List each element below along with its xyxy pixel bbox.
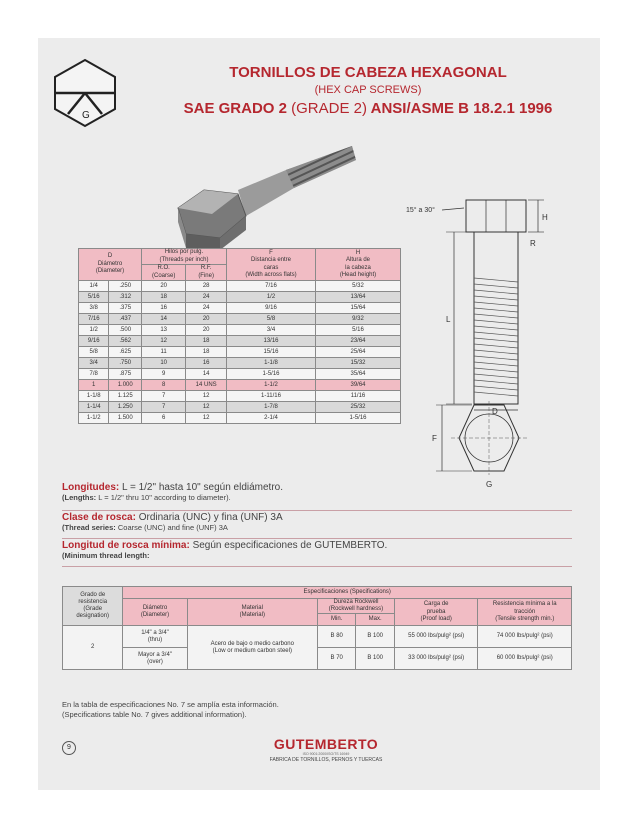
col-grade-header: Grado de resistencia (Grade designation) [63, 587, 123, 626]
table-cell: 10 [142, 358, 186, 369]
table-row [79, 369, 401, 380]
table-cell: 13 [142, 325, 186, 336]
col-max-header: Max. [356, 614, 394, 626]
table-cell: 3/4 [227, 325, 316, 336]
grade-value: 2 [63, 626, 123, 670]
table-cell: 6 [142, 413, 186, 424]
table-cell: 15/64 [316, 303, 401, 314]
table-cell: 5/16 [316, 325, 401, 336]
table-cell: 9/16 [227, 303, 316, 314]
table-cell: 1-7/8 [227, 402, 316, 413]
table-row [79, 402, 401, 413]
table-cell: 12 [186, 413, 227, 424]
table-cell: .750 [109, 358, 142, 369]
dimensions-table-body [79, 281, 401, 424]
col-diameter-header: D Diámetro (Diameter) [79, 249, 142, 281]
tensile-cell: 74 000 lbs/pulg² (psi) [478, 626, 572, 648]
table-row [79, 281, 401, 292]
l-label: L [446, 315, 451, 324]
table-row [79, 413, 401, 424]
hardness-max-cell: B 100 [356, 626, 394, 648]
title-spanish: TORNILLOS DE CABEZA HEXAGONAL [229, 64, 507, 81]
table-cell: .250 [109, 281, 142, 292]
table-cell: 5/16 [79, 292, 109, 303]
col-coarse-header: R.O. (Coarse) [142, 265, 186, 281]
table-cell: 1.250 [109, 402, 142, 413]
col-min-header: Min. [318, 614, 356, 626]
brand-iso: ISO 9001:2000/ISO/TS 16949 [302, 752, 350, 756]
table-cell: 25/32 [316, 402, 401, 413]
table-cell: .312 [109, 292, 142, 303]
table-cell: .625 [109, 347, 142, 358]
brand-name: GUTEMBERTO [273, 736, 379, 752]
brand-tagline: FABRICA DE TORNILLOS, PERNOS Y TUERCAS [269, 757, 383, 763]
table-cell: .875 [109, 369, 142, 380]
table-cell: 1-11/16 [227, 391, 316, 402]
table-cell: 24 [186, 303, 227, 314]
table-cell: 1/2 [79, 325, 109, 336]
table-cell: 7/8 [79, 369, 109, 380]
h-label: H [542, 213, 548, 222]
table-cell: 5/8 [79, 347, 109, 358]
table-cell: .437 [109, 314, 142, 325]
angle-label: 15° a 30° [406, 207, 435, 214]
table-cell: 7/16 [79, 314, 109, 325]
table-cell: .562 [109, 336, 142, 347]
table-cell: 13/16 [227, 336, 316, 347]
table-cell: 23/64 [316, 336, 401, 347]
table-cell: 14 [142, 314, 186, 325]
thread-length-info: Longitud de rosca mínima: Según especificaciones de GUTEMBERTO. (Minimum thread length: [62, 540, 388, 560]
table-cell: 7/16 [227, 281, 316, 292]
grade-suffix: ANSI/ASME B 18.2.1 1996 [370, 100, 553, 117]
document-page [38, 38, 600, 790]
col-diameter-header: Diámetro (Diameter) [123, 599, 187, 626]
table-row [79, 347, 401, 358]
table-cell: 25/64 [316, 347, 401, 358]
col-threads-header: Hilos por pulg. (Threads per inch) [142, 249, 227, 265]
table-cell: 3/8 [79, 303, 109, 314]
hex-grade-logo [52, 58, 118, 128]
table-cell: 15/32 [316, 358, 401, 369]
table-cell: 12 [186, 391, 227, 402]
col-proof-load-header: Carga de prueba (Proof load) [394, 599, 478, 626]
table-cell: 1-1/2 [227, 380, 316, 391]
thread-class-info: Clase de rosca: Ordinaria (UNC) y fina (UNF) 3A (Thread series: Coarse (UNC) and fine (UNF) 3A [62, 512, 283, 532]
bolt-end-view-drawing [416, 393, 556, 493]
r-label: R [530, 239, 536, 248]
table-cell: 24 [186, 292, 227, 303]
table-cell: .500 [109, 325, 142, 336]
table-row [79, 292, 401, 303]
table-row [79, 303, 401, 314]
col-hardness-header: Dureza Rockwell (Rockwell hardness) [318, 599, 395, 614]
table-row [79, 391, 401, 402]
table-cell: 1-1/8 [227, 358, 316, 369]
g-label: G [486, 480, 493, 489]
proof-load-cell: 55 000 lbs/pulg² (psi) [394, 626, 478, 648]
table-cell: 9 [142, 369, 186, 380]
table-cell: 5/8 [227, 314, 316, 325]
tensile-cell: 60 000 lbs/pulg² (psi) [478, 648, 572, 670]
table-cell: 13/64 [316, 292, 401, 303]
table-cell: 20 [142, 281, 186, 292]
col-material-header: Material (Material) [187, 599, 317, 626]
table-cell: 18 [142, 292, 186, 303]
col-head-height-header: H Altura de la cabeza (Head height) [316, 249, 401, 281]
table-cell: 11 [142, 347, 186, 358]
hardness-max-cell: B 100 [356, 648, 394, 670]
table-cell: 1-1/8 [79, 391, 109, 402]
table-cell: 18 [186, 336, 227, 347]
table-cell: 1-5/16 [227, 369, 316, 380]
title-english: (HEX CAP SCREWS) [314, 84, 422, 96]
table-cell: 18 [186, 347, 227, 358]
table-cell: 11/16 [316, 391, 401, 402]
col-tensile-header: Resistencia mínima a la tracción (Tensile strength min.) [478, 599, 572, 626]
table-cell: 20 [186, 325, 227, 336]
hardness-min-cell: B 80 [318, 626, 356, 648]
proof-load-cell: 33 000 lbs/pulg² (psi) [394, 648, 478, 670]
table-cell: 9/32 [316, 314, 401, 325]
table-cell: 16 [142, 303, 186, 314]
table-cell: 9/16 [79, 336, 109, 347]
table-cell: 39/64 [316, 380, 401, 391]
table-cell: 2-1/4 [227, 413, 316, 424]
page-number: 9 [62, 741, 76, 755]
table-cell: 14 [186, 369, 227, 380]
table-cell: 12 [142, 336, 186, 347]
table-cell: 7 [142, 391, 186, 402]
table-cell: 1 [79, 380, 109, 391]
table-cell: 1-1/4 [79, 402, 109, 413]
specifications-header: Especificaciones (Specifications) [123, 587, 572, 599]
table-cell: 12 [186, 402, 227, 413]
diameter-cell: 1/4" a 3/4" (thru) [123, 626, 187, 648]
divider-line [62, 510, 572, 511]
table-cell: 7 [142, 402, 186, 413]
table-cell: 16 [186, 358, 227, 369]
table-row [79, 336, 401, 347]
table-cell: 35/64 [316, 369, 401, 380]
table-cell: 1/4 [79, 281, 109, 292]
table-cell: .375 [109, 303, 142, 314]
table-cell: 1.000 [109, 380, 142, 391]
table-cell: 15/16 [227, 347, 316, 358]
table-row [79, 380, 401, 391]
table-cell: 14 UNS [186, 380, 227, 391]
f-label: F [432, 434, 437, 443]
diameter-cell: Mayor a 3/4" (over) [123, 648, 187, 670]
dimensions-table [78, 248, 401, 424]
col-width-flats-header: F Distancia entre caras (Width across flats) [227, 249, 316, 281]
table-cell: 3/4 [79, 358, 109, 369]
grade-standard [158, 100, 578, 117]
table-cell: 1/2 [227, 292, 316, 303]
table-cell: 28 [186, 281, 227, 292]
table-cell: 1.125 [109, 391, 142, 402]
table-row [79, 358, 401, 369]
material-cell: Acero de bajo o medio carbono (Low or medium carbon steel) [187, 626, 317, 670]
footnote: En la tabla de especificaciones No. 7 se amplía esta información. (Specifications table No. 7 gives additional information). [62, 700, 279, 720]
table-cell: 1-5/16 [316, 413, 401, 424]
table-cell: 1.500 [109, 413, 142, 424]
grade-mid: (GRADE 2) [291, 100, 367, 117]
table-cell: 1-1/2 [79, 413, 109, 424]
brand-logo [256, 736, 396, 763]
table-row [79, 325, 401, 336]
table-cell: 8 [142, 380, 186, 391]
logo-letter: G [82, 110, 90, 121]
grade-prefix: SAE GRADO 2 [183, 100, 287, 117]
specifications-table [62, 586, 572, 670]
col-fine-header: R.F. (Fine) [186, 265, 227, 281]
table-cell: 5/32 [316, 281, 401, 292]
d-label: D [492, 407, 498, 416]
table-row [79, 314, 401, 325]
divider-line [62, 566, 572, 567]
bolt-side-view-drawing [406, 178, 556, 418]
table-cell: 20 [186, 314, 227, 325]
lengths-info: Longitudes: L = 1/2" hasta 10" según eldiámetro. (Lengths: L = 1/2" thru 10" according to diameter). [62, 482, 283, 502]
hardness-min-cell: B 70 [318, 648, 356, 670]
divider-line [62, 538, 572, 539]
